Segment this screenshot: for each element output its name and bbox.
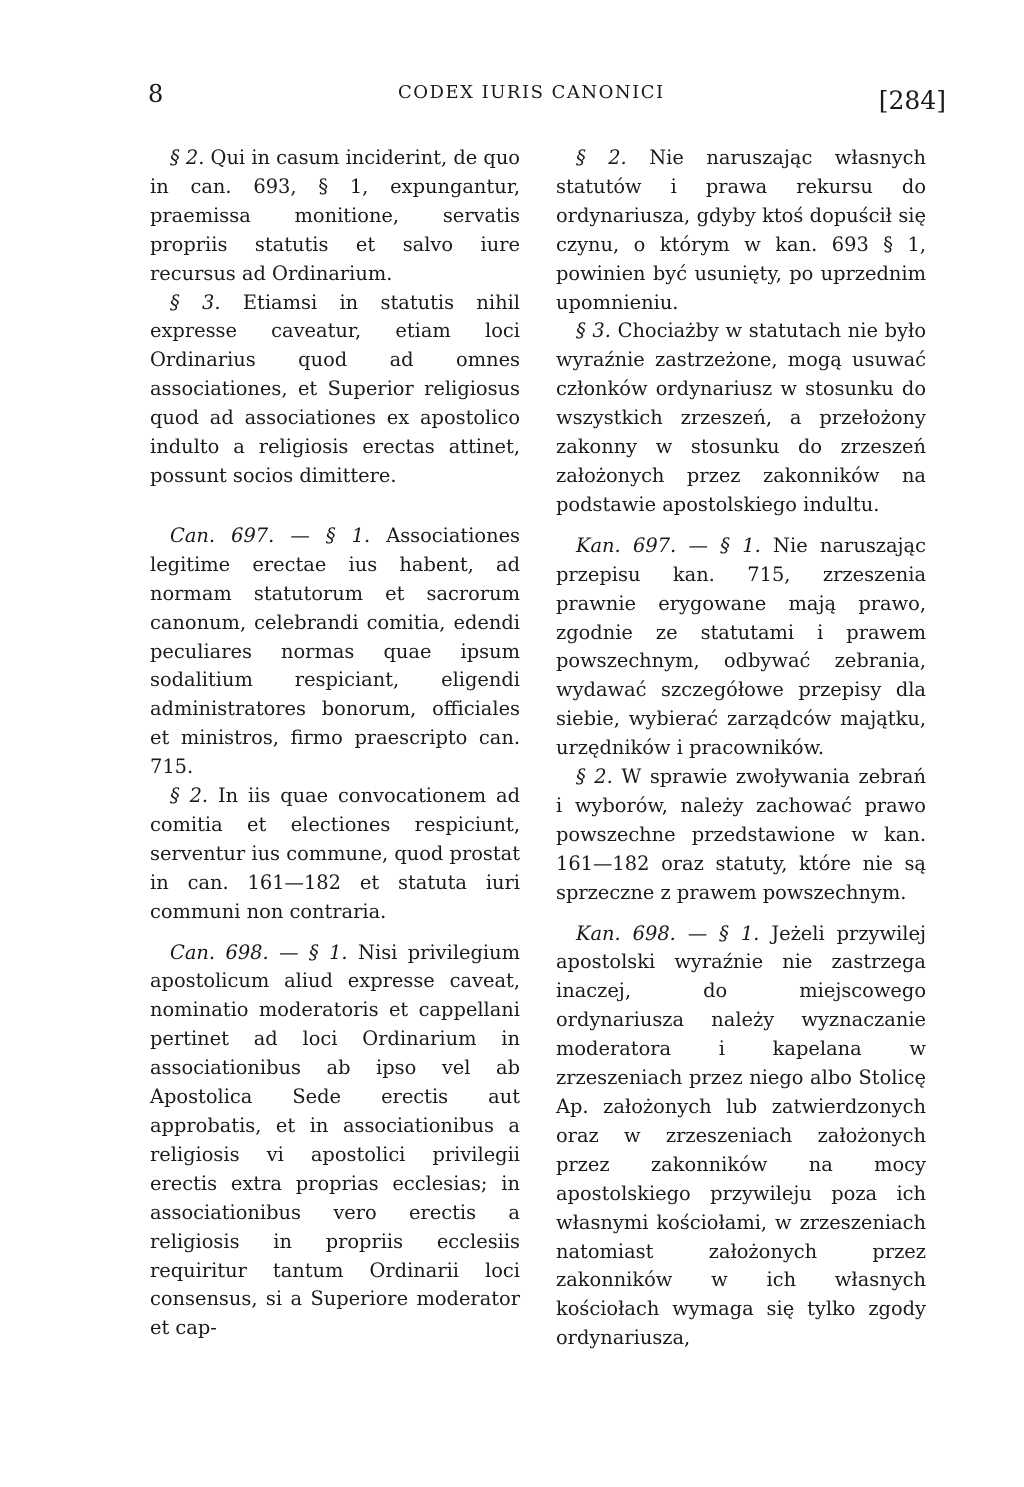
paragraph-text: W sprawie zwoływania zebrań i wyborów, należy zachować prawo powszechne przedstawione w kan. 161—182 oraz statuty, które nie są sprzeczne z prawem powszechnym. bbox=[556, 765, 926, 904]
paragraph-text: Qui in casum inciderint, de quo in can. 693, § 1, expungantur, praemissa monitione, servatis propriis statutis et salvo iure recursus ad Ordinarium. bbox=[150, 146, 520, 285]
paragraph-latin-para-2 bbox=[150, 144, 520, 289]
canon-mark: Kan. 698. — § 1. bbox=[576, 921, 760, 945]
canon-mark: Kan. 697. — § 1. bbox=[576, 533, 761, 557]
section-mark: § 2. bbox=[576, 765, 613, 789]
polish-column bbox=[556, 144, 926, 1353]
paragraph-text: Nie naruszając własnych statutów i prawa rekursu do ordynariusza, gdyby ktoś dopuścił się czynu, o którym w kan. 693 § 1, powinien być usunięty, po uprzednim upomnieniu. bbox=[556, 146, 926, 314]
section-mark: § 2. bbox=[170, 784, 209, 808]
paragraph-text: Jeżeli przywilej apostolski wyraźnie nie zastrzega inaczej, do miejscowego ordynariusza należy wyznaczanie moderatora i kapelana w zrzeszeniach przez niego albo Stolicę Ap. założonych lub zatwierdzonych oraz w zrzeszeniach założonych przez zakonników na mocy apostolskiego przywileju poza ich własnymi kościołami, w zrzeszeniach natomiast założonych przez zakonników w ich własnych kościołach wymaga się tylko zgody ordynariusza, bbox=[556, 921, 926, 1350]
section-mark: § 2. bbox=[170, 146, 205, 169]
paragraph-text: Chociażby w statutach nie było wyraźnie zastrzeżone, mogą usuwać członków ordynariusz w stosunku do wszystkich zrzeszeń, a przełożony zakonny w stosunku do zrzeszeń założonych przez zakonników na podstawie apostolskiego indultu. bbox=[556, 319, 926, 516]
paragraph-text: In iis quae convocationem ad comitia et electiones respiciunt, serventur ius commune, quod prostat in can. 161—182 et statuta iuri communi non contraria. bbox=[150, 784, 520, 923]
page-reference: [284] bbox=[878, 86, 946, 115]
paragraph-text: Nie naruszając przepisu kan. 715, zrzeszenia prawnie erygowane mają prawo, zgodnie ze statutami i prawem powszechnym, odbywać zebrania, wydawać szczegółowe przepisy dla siebie, wybierać zarządców majątku, urzędników i pracowników. bbox=[556, 533, 926, 760]
paragraph-text: Associationes legitime erectae ius habent, ad normam statutorum et sacrorum canonum, celebrandi comitia, edendi peculiares normas quae ipsum sodalitium respiciant, eligendi administratores bonorum, officiales et ministros, firmo praescripto can. 715. bbox=[150, 523, 521, 779]
paragraph-latin-can-697-1 bbox=[150, 522, 520, 782]
paragraph-text: Nisi privilegium apostolicum aliud expresse caveat, nominatio moderatoris et cappellani pertinet ad loci Ordinarium in associationibus ab ipso vel ab Apostolica Sede erectis aut approbatis, et in associationibus a religiosis vi apostolici privilegii erectis extra proprias ecclesias; in associationibus vero erectis a religiosis in propriis ecclesiis requiritur tantum Ordinarii loci consensus, si a Superiore moderator et cap- bbox=[150, 940, 521, 1340]
paragraph-latin-can-697-2 bbox=[150, 782, 520, 927]
section-mark: § 3. bbox=[170, 290, 221, 314]
paragraph-polish-para-2 bbox=[556, 144, 926, 317]
canon-mark: Can. 698. — § 1. bbox=[170, 940, 348, 964]
paragraph-latin-can-698-1 bbox=[150, 939, 520, 1344]
paragraph-polish-kan-697-2 bbox=[556, 763, 926, 908]
page-header bbox=[148, 72, 948, 115]
canon-mark: Can. 697. — § 1. bbox=[170, 523, 371, 547]
paragraph-polish-kan-698-1 bbox=[556, 920, 926, 1354]
paragraph-latin-para-3 bbox=[150, 289, 520, 491]
section-mark: § 3. bbox=[576, 319, 611, 343]
paragraph-polish-kan-697-1 bbox=[556, 532, 926, 763]
paragraph-polish-para-3 bbox=[556, 317, 926, 519]
section-mark: § 2. bbox=[576, 146, 627, 169]
latin-column bbox=[150, 144, 520, 1343]
paragraph-text: Etiamsi in statutis nihil expresse caveatur, etiam loci Ordinarius quod ad omnes associationes, et Superior religiosus quod ad associationes ex apostolico indulto a religiosis erectas attinet, possunt socios dimittere. bbox=[150, 290, 520, 487]
page-number: 8 bbox=[148, 80, 164, 108]
running-title: CODEX IURIS CANONICI bbox=[398, 82, 665, 103]
